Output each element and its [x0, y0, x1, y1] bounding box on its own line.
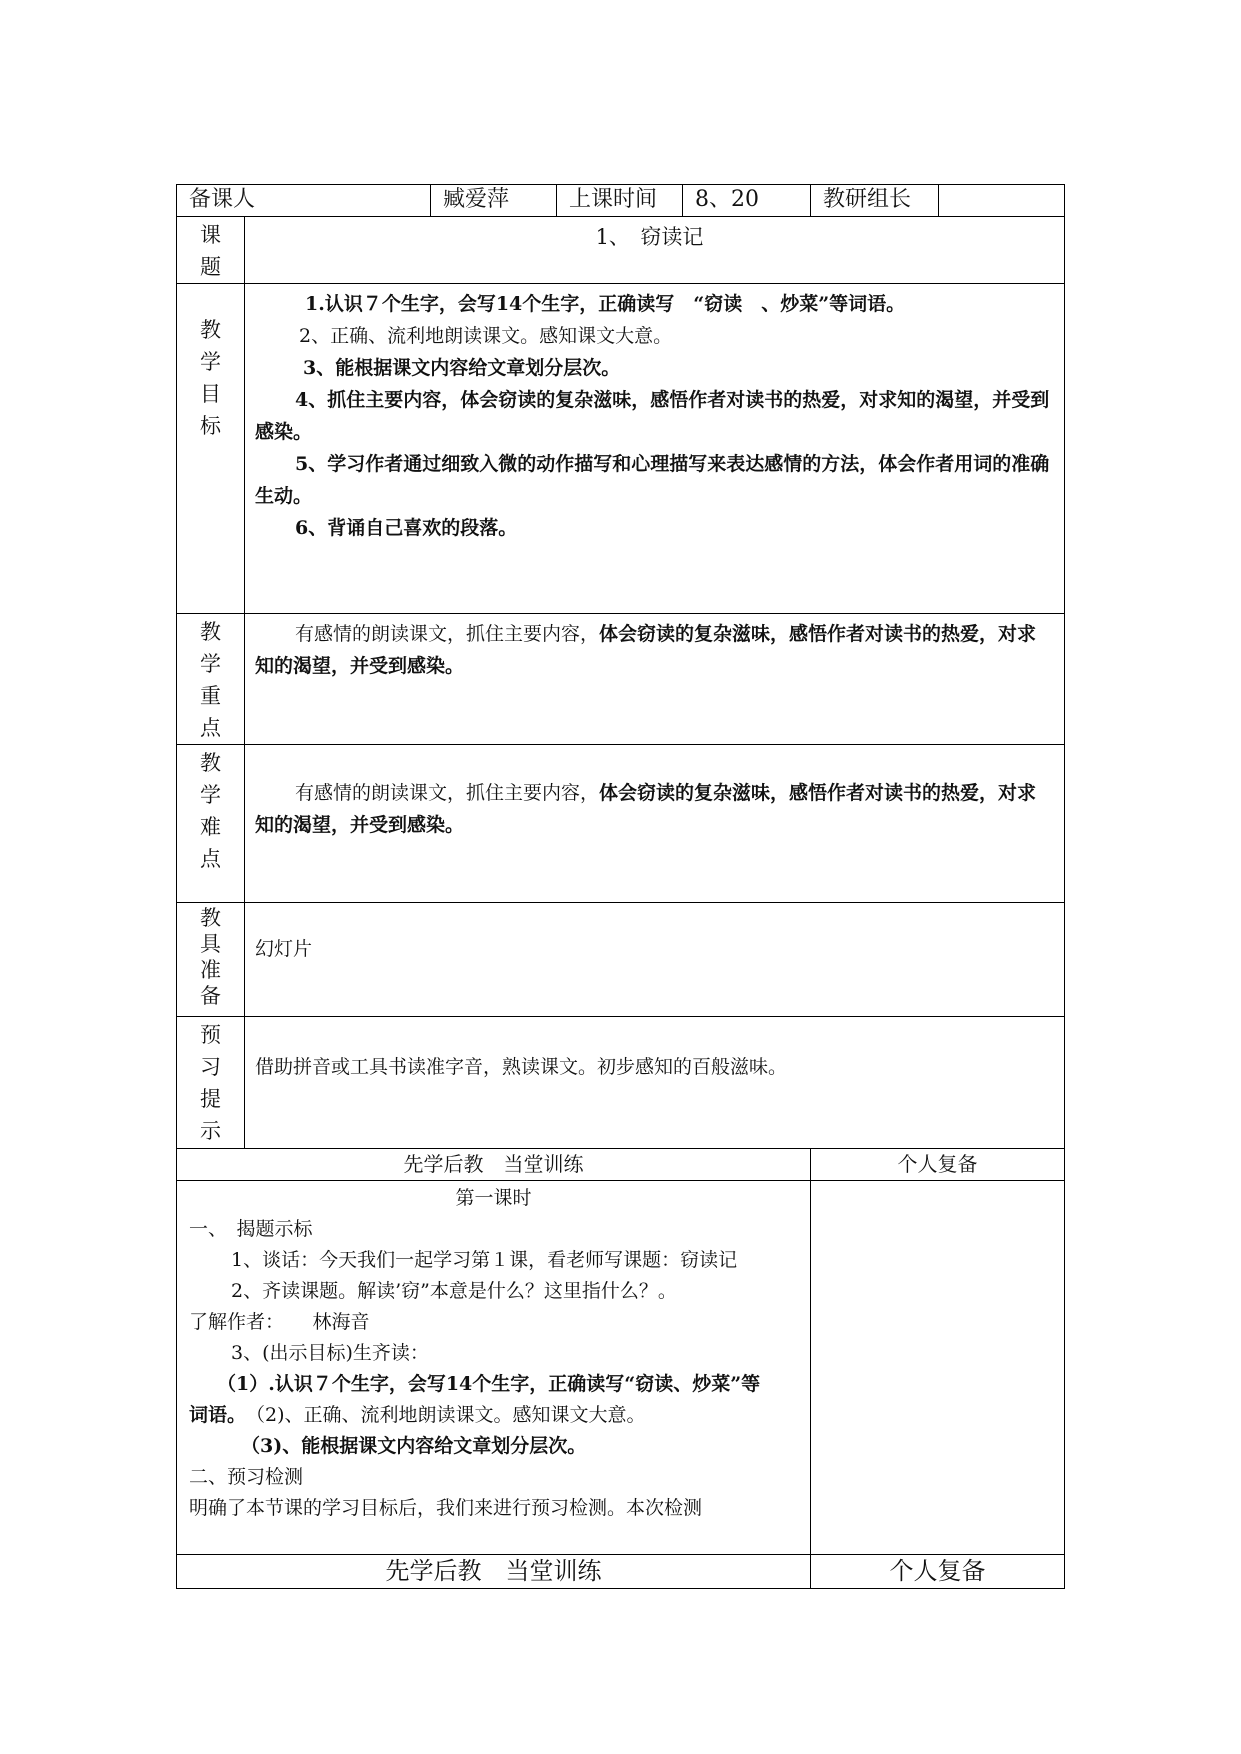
difficulties-normal: 有感情的朗读课文，抓住主要内容， — [295, 782, 600, 804]
header-row — [177, 185, 1065, 217]
personal-review-cell — [811, 1181, 1065, 1555]
lesson-step-2: 二、预习检测 — [189, 1466, 304, 1488]
aids-row — [177, 903, 1065, 1017]
class-time-value: 8、20 — [683, 185, 811, 217]
lesson-step-1-3: 3、(出示目标)生齐读： — [231, 1342, 429, 1364]
section-right: 个人复备 — [811, 1149, 1065, 1181]
topic-label: 课 题 — [177, 217, 245, 284]
lesson-step-2-1: 明确了本节课的学习目标后，我们来进行预习检测。本次检测 — [189, 1497, 703, 1519]
lesson-objective-2: （2)、正确、流利地朗读课文。感知课文大意。 — [255, 1404, 646, 1426]
difficulties-row — [177, 745, 1065, 903]
lesson-objective-1b-2 — [189, 1400, 798, 1431]
objective-5: 5、学习作者通过细致入微的动作描写和心理描写来表达感情的方法，体会作者用词的准确生动。 — [255, 453, 1050, 507]
difficulties-label: 教 学 难 点 — [177, 745, 245, 903]
topic-row — [177, 217, 1065, 284]
group-leader-value — [939, 185, 1065, 217]
lesson-objective-1b: 词语。 — [189, 1404, 237, 1426]
section-left: 先学后教 当堂训练 — [177, 1149, 811, 1181]
objective-4: 4、抓住主要内容，体会窃读的复杂滋味，感悟作者对读书的热爱，对求知的渴望，并受到感染。 — [255, 389, 1050, 443]
key-points-bold: 体会窃读的复杂滋味，感悟作者对读书的热爱，对求知的渴望，并受到感染。 — [255, 623, 1037, 677]
lesson-plan-table — [176, 184, 1065, 1589]
preparer-name: 臧爱萍 — [431, 185, 557, 217]
objective-2: 2、正确、流利地朗读课文。感知课文大意。 — [299, 325, 673, 347]
preview-row — [177, 1017, 1065, 1149]
aids-value: 幻灯片 — [245, 903, 1065, 1017]
key-points-row — [177, 614, 1065, 745]
difficulties-bold: 体会窃读的复杂滋味，感悟作者对读书的热爱，对求知的渴望，并受到感染。 — [255, 782, 1037, 836]
lesson-step-1-2: 2、齐读课题。解读’窃”本意是什么？这里指什么？。 — [231, 1280, 677, 1302]
objectives-label: 教 学 目 标 — [177, 284, 245, 614]
footer-left: 先学后教 当堂训练 — [177, 1555, 811, 1589]
key-points-content — [245, 614, 1065, 745]
preview-value: 借助拼音或工具书读准字音，熟读课文。初步感知的百般滋味。 — [245, 1017, 1065, 1149]
lesson-author — [189, 1307, 798, 1338]
objective-6: 6、背诵自己喜欢的段落。 — [295, 517, 518, 539]
key-points-normal: 有感情的朗读课文，抓住主要内容， — [295, 623, 600, 645]
aids-label: 教 具 准 备 — [177, 903, 245, 1017]
difficulties-content — [245, 745, 1065, 903]
author-name: 林海音 — [312, 1311, 370, 1333]
lesson-period: 第一课时 — [455, 1187, 532, 1209]
key-points-label: 教 学 重 点 — [177, 614, 245, 745]
lesson-plan-sheet — [176, 184, 1064, 1589]
preparer-label: 备课人 — [177, 185, 431, 217]
objective-1: 1.认识７个生字，会写14个生字，正确读写 “窃读 、炒菜”等词语。 — [305, 293, 906, 315]
objectives-row — [177, 284, 1065, 614]
group-leader-label: 教研组长 — [811, 185, 939, 217]
objectives-content — [245, 284, 1065, 614]
lesson-step-1-1: 1、谈话：今天我们一起学习第１课，看老师写课题：窃读记 — [231, 1249, 738, 1271]
footer-right: 个人复备 — [811, 1555, 1065, 1589]
lesson-content — [177, 1181, 811, 1555]
footer-row — [177, 1555, 1065, 1589]
topic-value: 1、 窃读记 — [245, 217, 1065, 284]
section-header-row — [177, 1149, 1065, 1181]
objective-3: 3、能根据课文内容给文章划分层次。 — [303, 357, 621, 379]
preview-label: 预 习 提 示 — [177, 1017, 245, 1149]
lesson-step-1: 一、 揭题示标 — [189, 1218, 313, 1240]
lesson-objective-3: （3)、能根据课文内容给文章划分层次。 — [241, 1435, 587, 1457]
author-label: 了解作者： — [189, 1311, 275, 1333]
lesson-row — [177, 1181, 1065, 1555]
class-time-label: 上课时间 — [557, 185, 683, 217]
lesson-objective-1a: （1）.认识７个生字，会写14个生字，正确读写“窃读、炒菜”等 — [217, 1373, 761, 1395]
